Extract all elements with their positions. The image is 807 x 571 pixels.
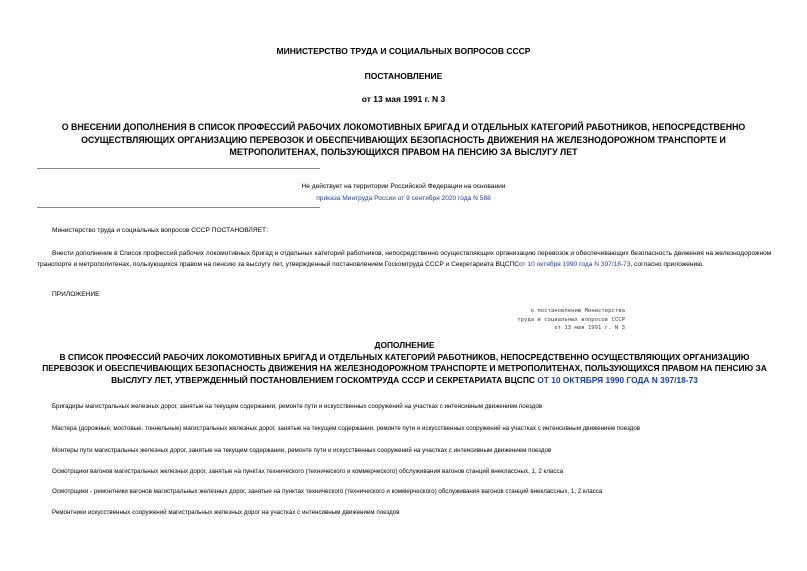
appendix-ref-line-2: труда и социальных вопросов СССР bbox=[517, 316, 625, 323]
resolution-text: Внести дополнение в Список профессий рабочих локомотивных бригад и отдельных категорий работников, непосредственно осуществляющих организацию перевозок и обеспечивающих безопасность движения на железнодорожном транспорте и метрополитенах, пользующихся правом на пенсию за выслугу лет, утвержденный постановлением Госкомтруда СССР и Секретариата ВЦСПС bbox=[37, 250, 772, 268]
appendix-label: ПРИЛОЖЕНИЕ bbox=[52, 291, 100, 298]
resolves-text: Министерство труда и социальных вопросов СССР ПОСТАНОВЛЯЕТ: bbox=[52, 227, 268, 234]
addition-title-link[interactable]: ОТ 10 ОКТЯБРЯ 1990 ГОДА N 397/18-73 bbox=[537, 374, 698, 385]
status-notice bbox=[0, 181, 807, 205]
appendix-ref-line-1: к постановлению Министерства bbox=[530, 308, 625, 314]
divider-top bbox=[37, 168, 320, 169]
repeal-order-link[interactable]: приказа Минтруда России от 9 сентября 2020 года N 588 bbox=[316, 195, 491, 202]
document-date-number: от 13 мая 1991 г. N 3 bbox=[361, 94, 446, 104]
appendix-ref-line-3: от 13 мая 1991 г. N 3 bbox=[554, 325, 625, 332]
document-title: О ВНЕСЕНИИ ДОПОЛНЕНИЯ В СПИСОК ПРОФЕССИЙ РАБОЧИХ ЛОКОМОТИВНЫХ БРИГАД И ОТДЕЛЬНЫХ КАТЕГОРИЙ РАБОТНИКОВ, НЕПОСРЕДСТВЕННО ОСУЩЕСТВЛЯЮЩИХ ОРГАНИЗАЦИЮ ПЕРЕВОЗОК И ОБЕСПЕЧИВАЮЩИХ БЕЗОПАСНОСТЬ ДВИЖЕНИЯ НА ЖЕЛЕЗНОДОРОЖНОМ ТРАНСПОРТЕ И МЕТРОПОЛИТЕНАХ, ПОЛЬЗУЮЩИХСЯ ПРАВОМ НА ПЕНСИЮ ЗА ВЫСЛУГУ ЛЕТ bbox=[61, 122, 746, 157]
addition-title-text: В СПИСОК ПРОФЕССИЙ РАБОЧИХ ЛОКОМОТИВНЫХ БРИГАД И ОТДЕЛЬНЫХ КАТЕГОРИЙ РАБОТНИКОВ, НЕПОСРЕДСТВЕННО ОСУЩЕСТВЛЯЮЩИХ ОРГАНИЗАЦИЮ ПЕРЕВОЗОК И ОБЕСПЕЧИВАЮЩИХ БЕЗОПАСНОСТЬ ДВИЖЕНИЯ НА ЖЕЛЕЗНОДОРОЖНОМ ТРАНСПОРТЕ И МЕТРОПОЛИТЕНАХ, ПОЛЬЗУЮЩИХСЯ ПРАВОМ НА ПЕНСИЮ ЗА ВЫСЛУГУ ЛЕТ, УТВЕРЖДЕННЫЙ ПОСТАНОВЛЕНИЕМ ГОСКОМТРУДА СССР И СЕКРЕТАРИАТА ВЦСПС bbox=[42, 351, 767, 385]
gosкomtrud-resolution-link[interactable]: от 10 октября 1990 года N 397/18-73 bbox=[519, 260, 631, 268]
list-item: Осмотрщики - ремонтники вагонов магистральных железных дорог, занятые на пунктах технического (технического и коммерческого) обслуживания вагонов станций внеклассных, 1, 2 класса bbox=[52, 488, 603, 495]
document-type: ПОСТАНОВЛЕНИЕ bbox=[364, 71, 443, 81]
addition-title bbox=[37, 340, 772, 386]
list-item: Бригадиры магистральных железных дорог, занятые на текущем содержании, ремонте пути и искусственных сооружений на участках с интенсивным движением поездов bbox=[52, 403, 543, 410]
list-item: Осмотрщики вагонов магистральных железных дорог, занятые на пунктах технического (технического и коммерческого) обслуживания вагонов станций внеклассных, 1, 2 класса bbox=[52, 468, 564, 475]
appendix-reference bbox=[480, 307, 625, 333]
resolution-text-end: , согласно приложению. bbox=[630, 260, 705, 268]
list-item: Мастера (дорожные, мостовые, тоннельные) магистральных железных дорог, занятые на текущем содержании, ремонте пути и искусственных сооружений на участках с интенсивным движением поездов bbox=[52, 425, 641, 432]
ministry-heading: МИНИСТЕРСТВО ТРУДА И СОЦИАЛЬНЫХ ВОПРОСОВ СССР bbox=[276, 46, 531, 56]
addition-heading: ДОПОЛНЕНИЕ bbox=[374, 340, 435, 350]
divider-bottom bbox=[37, 207, 320, 208]
list-item: Ремонтники искусственных сооружений магистральных железных дорог на участках с интенсивным движением поездов bbox=[52, 509, 400, 516]
list-item: Монтеры пути магистральных железных дорог, занятые на текущем содержании, ремонте пути и искусственных сооружений на участках с интенсивным движением поездов bbox=[52, 447, 552, 454]
resolution-paragraph bbox=[37, 249, 772, 270]
status-notice-text: Не действует на территории Российской Федерации на основании bbox=[301, 183, 506, 190]
